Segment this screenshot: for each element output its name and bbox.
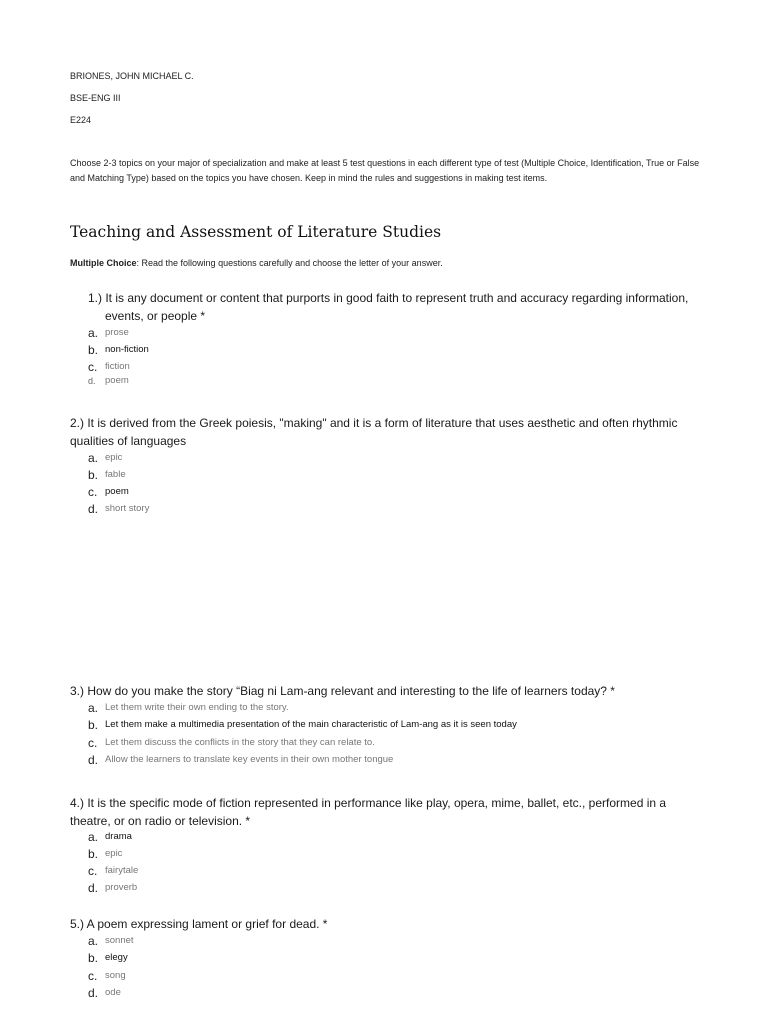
question-3-option-b: b. Let them make a multimedia presentation of the main characteristic of Lam-ang as it is seen today: [88, 717, 517, 732]
course-code: E224: [70, 115, 92, 125]
question-1-option-d: d. poem: [88, 375, 129, 386]
question-4-line-2: theatre, or on radio or television. *: [70, 814, 251, 828]
question-4-option-d: d. proverb: [88, 880, 138, 895]
question-4-line-1: 4.) It is the specific mode of fiction represented in performance like play, opera, mime, ballet, etc., performed in a: [70, 796, 667, 810]
question-1-option-c: c. fiction: [88, 359, 130, 374]
question-4-text: [70, 794, 710, 830]
question-5-option-a: a. sonnet: [88, 933, 134, 948]
student-name: BRIONES, JOHN MICHAEL C.: [70, 71, 194, 81]
multiple-choice-text: : Read the following questions carefully and choose the letter of your answer.: [136, 258, 443, 268]
question-2-option-b: b. fable: [88, 467, 126, 482]
course-section: BSE-ENG III: [70, 93, 121, 103]
question-2-text: [70, 414, 710, 450]
question-1-text: [88, 289, 708, 325]
multiple-choice-instruction: [70, 258, 443, 268]
section-title: Teaching and Assessment of Literature Studies: [70, 223, 442, 241]
question-3-text: 3.) How do you make the story “Biag ni Lam-ang relevant and interesting to the life of learners today? *: [70, 684, 615, 698]
question-1-line-1: 1.) It is any document or content that purports in good faith to represent truth and accuracy regarding information,: [88, 291, 689, 305]
question-2-option-d: d. short story: [88, 501, 150, 516]
question-3-option-a: a. Let them write their own ending to the story.: [88, 700, 289, 715]
question-3-option-c: c. Let them discuss the conflicts in the story that they can relate to.: [88, 735, 375, 750]
question-5-option-d: d. ode: [88, 985, 121, 1000]
question-5-text: 5.) A poem expressing lament or grief for dead. *: [70, 917, 328, 931]
question-1-option-a: a. prose: [88, 325, 129, 340]
question-2-line-1: 2.) It is derived from the Greek poiesis, "making" and it is a form of literature that uses aesthetic and often rhythmic: [70, 416, 678, 430]
question-2-option-c: c. poem: [88, 484, 129, 499]
question-5-option-b: b. elegy: [88, 950, 128, 965]
question-5-option-c: c. song: [88, 968, 126, 983]
question-2-option-a: a. epic: [88, 450, 123, 465]
assignment-instructions: Choose 2-3 topics on your major of specialization and make at least 5 test questions in each different type of test (Multiple Choice, Identification, True or False and Matching Type) based on the topics you have chosen. Keep in mind the rules and suggestions in making test items.: [70, 158, 700, 183]
question-3-option-d: d. Allow the learners to translate key events in their own mother tongue: [88, 752, 394, 767]
question-4-option-a: a. drama: [88, 829, 132, 844]
multiple-choice-label: Multiple Choice: [70, 258, 137, 268]
question-1-line-2: events, or people *: [105, 309, 206, 323]
question-1-option-b: b. non-fiction: [88, 342, 149, 357]
question-2-line-2: qualities of languages: [70, 434, 187, 448]
question-4-option-c: c. fairytale: [88, 863, 139, 878]
question-4-option-b: b. epic: [88, 846, 123, 861]
